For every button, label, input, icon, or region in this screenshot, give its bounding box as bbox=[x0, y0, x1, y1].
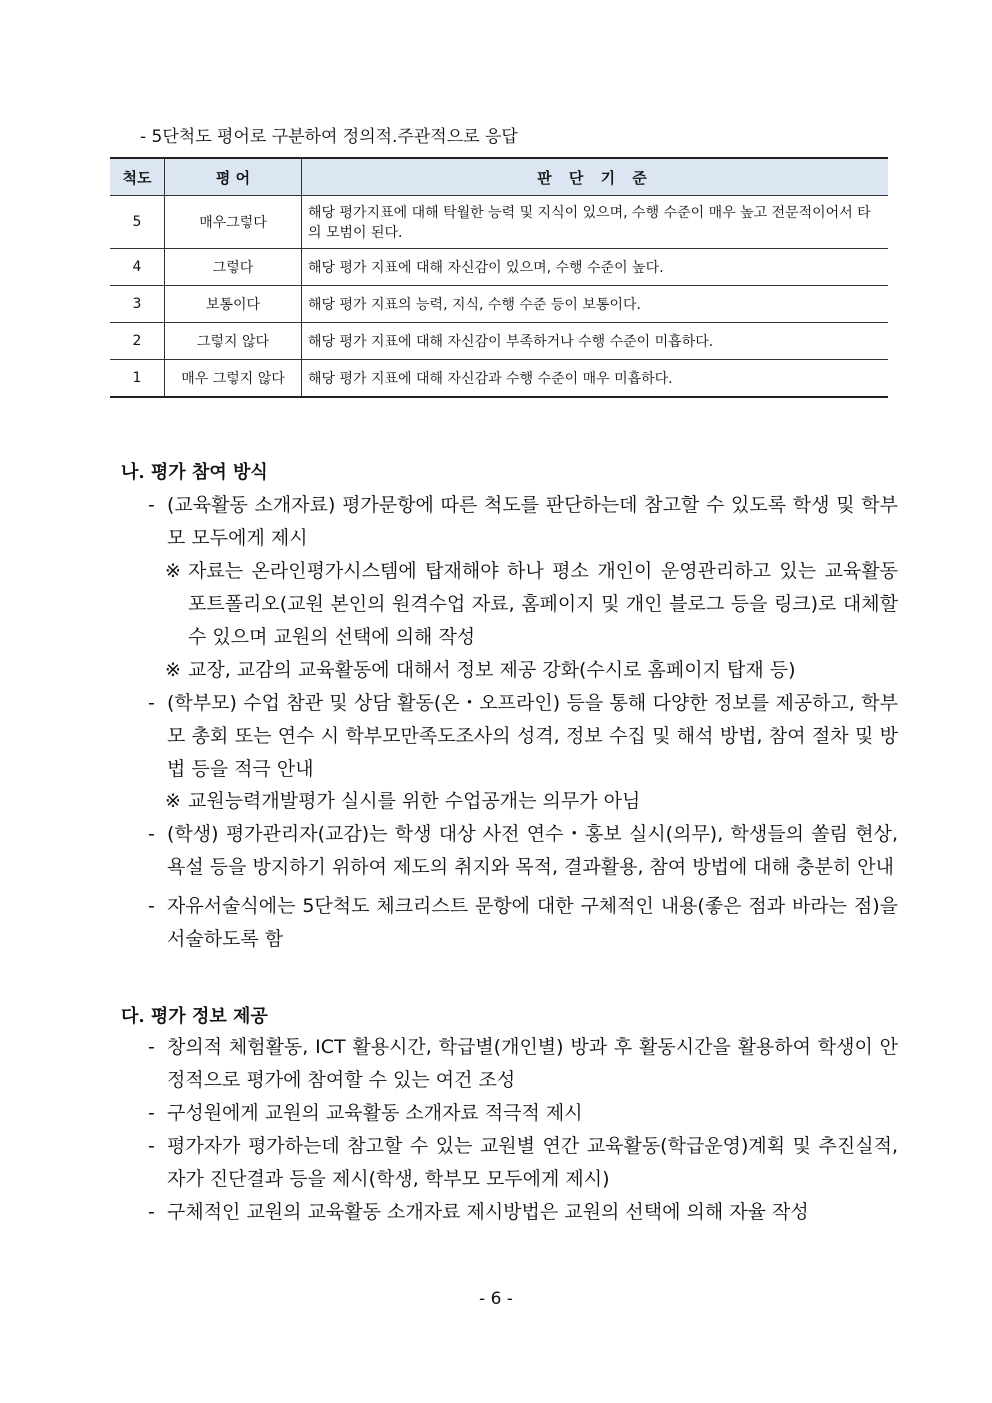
dash-bullet: - bbox=[148, 494, 155, 516]
dash-bullet: - bbox=[148, 1102, 155, 1124]
note-item bbox=[165, 785, 898, 818]
item-text: (학생) 평가관리자(교감)는 학생 대상 사전 연수・홍보 실시(의무), 학생들의 쏠림 현상, 욕설 등을 방지하기 위하여 제도의 취지와 목적, 결과활용, 참여 방법에 대해 충분히 안내 bbox=[167, 823, 898, 878]
list-item bbox=[148, 489, 898, 555]
row-scale: 5 bbox=[110, 196, 165, 249]
dash-bullet: - bbox=[148, 692, 155, 714]
list-item bbox=[148, 1196, 898, 1229]
table-row bbox=[110, 360, 888, 398]
dash-bullet: - bbox=[148, 1036, 155, 1058]
item-text: 평가자가 평가하는데 참고할 수 있는 교원별 연간 교육활동(학급운영)계획 및 추진실적, 자가 진단결과 등을 제시(학생, 학부모 모두에게 제시) bbox=[167, 1135, 898, 1190]
reference-mark: ※ bbox=[165, 659, 181, 681]
list-item bbox=[148, 818, 898, 884]
section-title-info: 다. 평가 정보 제공 bbox=[121, 1006, 268, 1027]
table-row bbox=[110, 286, 888, 323]
table-header-row bbox=[110, 158, 888, 196]
note-text: 교장, 교감의 교육활동에 대해서 정보 제공 강화(수시로 홈페이지 탑재 등) bbox=[188, 659, 796, 681]
page-number: - 6 - bbox=[479, 1289, 513, 1309]
row-scale: 3 bbox=[110, 286, 165, 323]
header-word: 평 어 bbox=[165, 158, 302, 196]
list-item bbox=[148, 1031, 898, 1097]
dash-bullet: - bbox=[148, 895, 155, 917]
note-item bbox=[165, 654, 898, 687]
row-word: 매우그렇다 bbox=[165, 196, 302, 249]
row-word: 그렇다 bbox=[165, 249, 302, 286]
scale-intro: - 5단척도 평어로 구분하여 정의적.주관적으로 응답 bbox=[140, 127, 518, 147]
row-scale: 2 bbox=[110, 323, 165, 360]
note-text: 자료는 온라인평가시스템에 탑재해야 하나 평소 개인이 운영관리하고 있는 교육활동 포트폴리오(교원 본인의 원격수업 자료, 홈페이지 및 개인 블로그 등을 링크)로 대체할 수 있으며 교원의 선택에 의해 작성 bbox=[188, 560, 898, 648]
row-word: 매우 그렇지 않다 bbox=[165, 360, 302, 398]
row-criteria: 해당 평가 지표의 능력, 지식, 수행 수준 등이 보통이다. bbox=[302, 286, 889, 323]
table-row bbox=[110, 196, 888, 249]
list-item bbox=[148, 890, 898, 956]
table-row bbox=[110, 249, 888, 286]
row-criteria: 해당 평가 지표에 대해 자신감이 부족하거나 수행 수준이 미흡하다. bbox=[302, 323, 889, 360]
dash-bullet: - bbox=[148, 1201, 155, 1223]
list-item bbox=[148, 687, 898, 786]
reference-mark: ※ bbox=[165, 560, 181, 582]
item-text: (학부모) 수업 참관 및 상담 활동(온・오프라인) 등을 통해 다양한 정보를 제공하고, 학부모 총회 또는 연수 시 학부모만족도조사의 성격, 정보 수집 및 해석 방법, 참여 절차 및 방법 등을 적극 안내 bbox=[167, 692, 898, 780]
row-word: 보통이다 bbox=[165, 286, 302, 323]
reference-mark: ※ bbox=[165, 790, 181, 812]
item-text: 창의적 체험활동, ICT 활용시간, 학급별(개인별) 방과 후 활동시간을 활용하여 학생이 안정적으로 평가에 참여할 수 있는 여건 조성 bbox=[167, 1036, 898, 1091]
item-text: 구체적인 교원의 교육활동 소개자료 제시방법은 교원의 선택에 의해 자율 작성 bbox=[167, 1201, 809, 1223]
row-criteria: 해당 평가 지표에 대해 자신감과 수행 수준이 매우 미흡하다. bbox=[302, 360, 889, 398]
row-word: 그렇지 않다 bbox=[165, 323, 302, 360]
item-text: 구성원에게 교원의 교육활동 소개자료 적극적 제시 bbox=[167, 1102, 583, 1124]
list-item bbox=[148, 1130, 898, 1196]
row-criteria: 해당 평가지표에 대해 탁월한 능력 및 지식이 있으며, 수행 수준이 매우 높고 전문적이어서 타의 모범이 된다. bbox=[302, 196, 889, 249]
table-row bbox=[110, 323, 888, 360]
header-scale: 척도 bbox=[110, 158, 165, 196]
dash-bullet: - bbox=[148, 1135, 155, 1157]
dash-bullet: - bbox=[148, 823, 155, 845]
row-scale: 1 bbox=[110, 360, 165, 398]
section-title-participation: 나. 평가 참여 방식 bbox=[121, 462, 268, 483]
header-criteria: 판 단 기 준 bbox=[302, 158, 889, 196]
row-scale: 4 bbox=[110, 249, 165, 286]
row-criteria: 해당 평가 지표에 대해 자신감이 있으며, 수행 수준이 높다. bbox=[302, 249, 889, 286]
note-item bbox=[165, 555, 898, 654]
note-text: 교원능력개발평가 실시를 위한 수업공개는 의무가 아님 bbox=[188, 790, 641, 812]
list-item bbox=[148, 1097, 898, 1130]
item-text: (교육활동 소개자료) 평가문항에 따른 척도를 판단하는데 참고할 수 있도록 학생 및 학부모 모두에게 제시 bbox=[167, 494, 898, 549]
rating-scale-table bbox=[110, 157, 888, 398]
item-text: 자유서술식에는 5단척도 체크리스트 문항에 대한 구체적인 내용(좋은 점과 바라는 점)을 서술하도록 함 bbox=[167, 895, 898, 950]
